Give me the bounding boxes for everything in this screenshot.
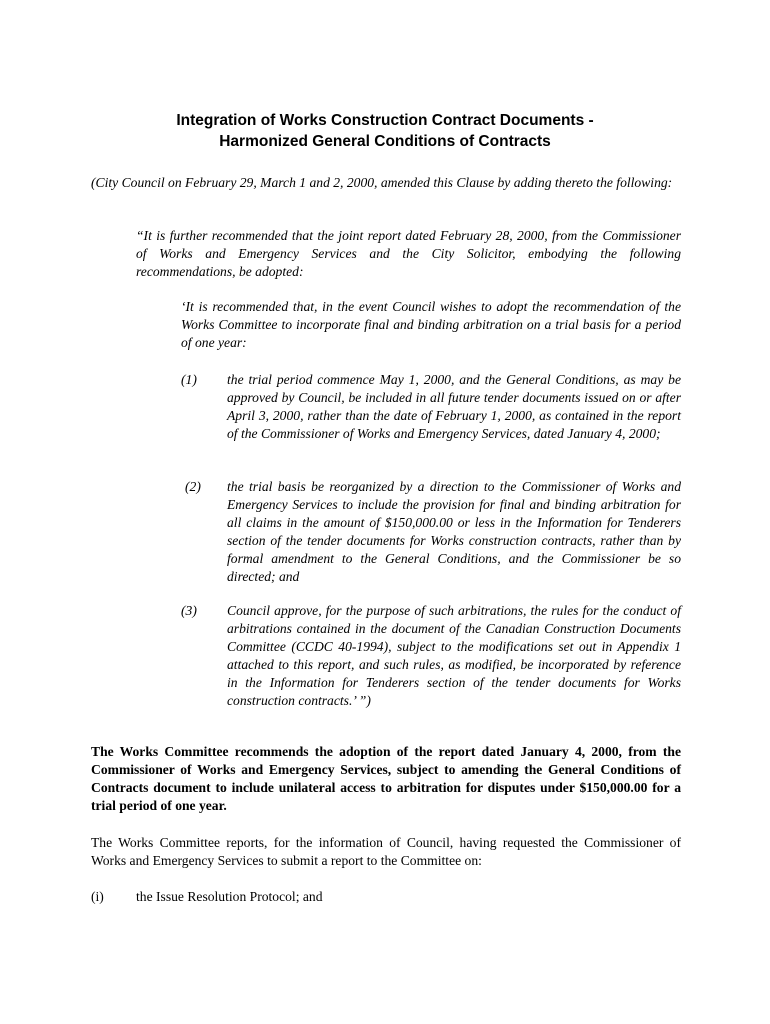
item-text: the trial period commence May 1, 2000, and the General Conditions, as may be approved by Council, be included in all future tender documents issued on or after April 3, 2000, rather than the date of February 1, 2000, as contained in the report of the Commissioner of Works and Emergency Services, dated January 4, 2000; <box>227 372 681 441</box>
works-committee-recommendation: The Works Committee recommends the adoption of the report dated January 4, 2000, from the Commissioner of Works and Emergency Services, subject to amending the General Conditions of Contracts document to include unilateral access to arbitration for disputes under $150,000.00 for a trial period of one year. <box>91 744 681 813</box>
list-item-number: (i) <box>91 889 104 904</box>
item-text: the trial basis be reorganized by a direction to the Commissioner of Works and Emergency Services to include the provision for final and binding arbitration for all claims in the amount of $150,000.00 or less in the Information for Tenderers section of the tender documents for Works construction contracts, rather than by formal amendment to the General Conditions, and the Commissioner be so directed; and <box>227 479 681 584</box>
title-line-2: Harmonized General Conditions of Contracts <box>219 133 551 150</box>
list-item-text: the Issue Resolution Protocol; and <box>136 889 323 904</box>
document-title <box>90 110 680 152</box>
further-recommendation-paragraph: “It is further recommended that the joint report dated February 28, 2000, from the Commissioner of Works and Emergency Services and the City Solicitor, embodying the following recommendations, be adopted: <box>136 228 681 279</box>
item-text: Council approve, for the purpose of such arbitrations, the rules for the conduct of arbitrations contained in the document of the Canadian Construction Documents Committee (CCDC 40-1994), subject to the modifications set out in Appendix 1 attached to this report, and such rules, as modified, be incorporated by reference in the Information for Tenderers section of the tender documents for Works construction contracts.’ ”) <box>227 603 681 708</box>
council-amendment-intro: (City Council on February 29, March 1 and 2, 2000, amended this Clause by adding thereto the following: <box>91 175 673 190</box>
title-line-1: Integration of Works Construction Contract Documents - <box>176 112 594 129</box>
item-number: (1) <box>181 372 197 387</box>
works-committee-reports: The Works Committee reports, for the information of Council, having requested the Commissioner of Works and Emergency Services to submit a report to the Committee on: <box>91 835 681 868</box>
item-number: (3) <box>181 603 197 618</box>
item-number: (2) <box>185 479 201 494</box>
recommendation-paragraph: ‘It is recommended that, in the event Council wishes to adopt the recommendation of the Works Committee to incorporate final and binding arbitration on a trial basis for a period of one year: <box>181 299 681 350</box>
